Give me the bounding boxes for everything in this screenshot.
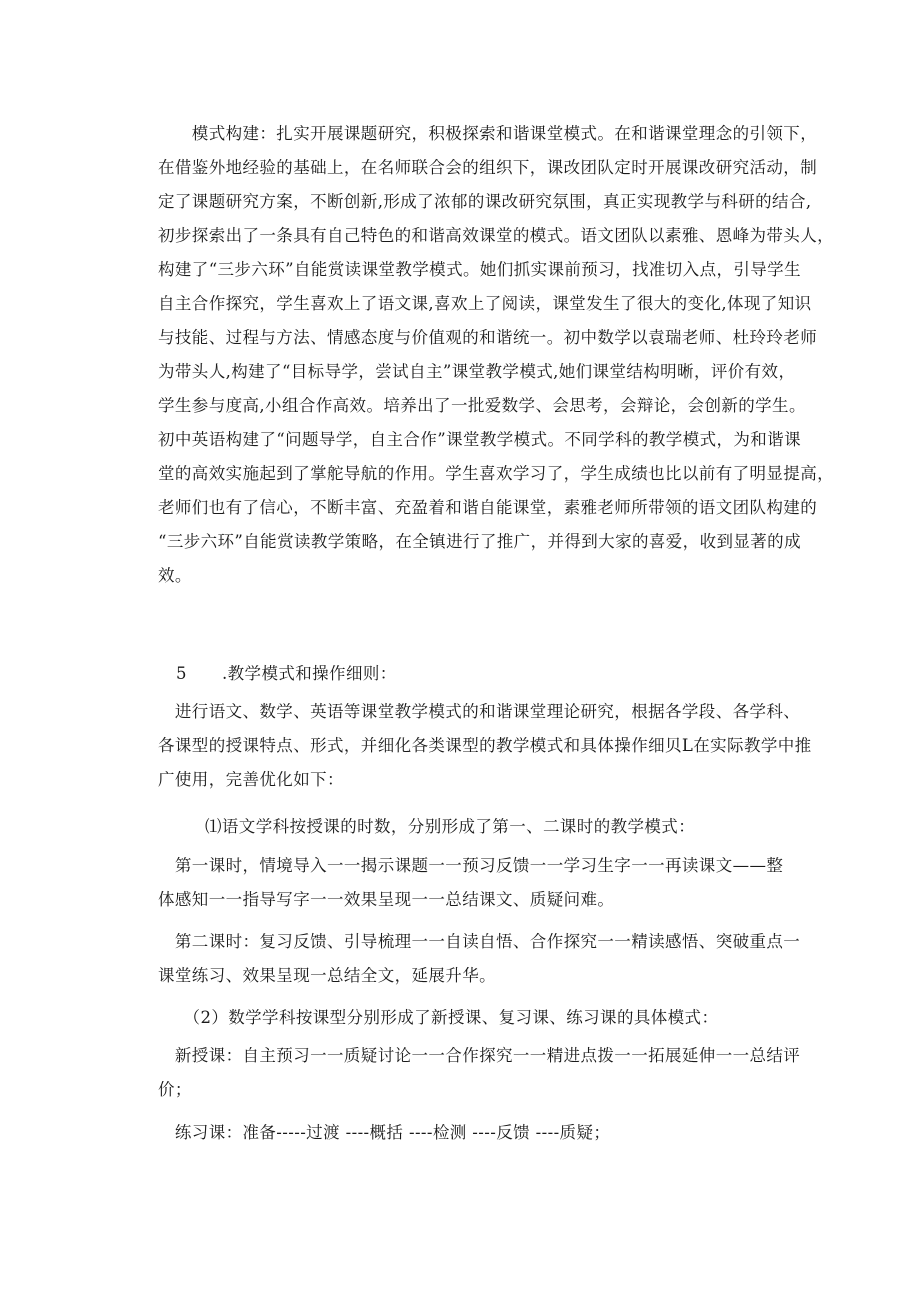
text-line: 效。 [158,566,192,585]
paragraph-math-subject [158,1001,810,1035]
text-line: （2）数学学科按课型分别形成了新授课、复习课、练习课的具体模式： [158,1008,719,1027]
text-line: 各课型的授课特点、形式，并细化各类课型的教学模式和具体操作细贝L在实际教学中推 [158,736,812,755]
text-line: 学生参与度高,小组合作高效。培养出了一批爱数学、会思考，会辩论，会创新的学生。 [158,396,806,415]
text-line: 课堂练习、效果呈现一总结全文，延展升华。 [158,966,496,985]
text-line: 构建了“三步六环”自能赏读课堂教学模式。她们抓实课前预习，找准切入点，引导学生 [158,260,801,279]
text-line: “三步六环”自能赏读教学策略，在全镇进行了推广，并得到大家的喜爱，收到显著的成 [158,532,801,551]
text-line: 练习课：准备-----过渡 ----概括 ----检测 ----反馈 ----质疑； [158,1123,611,1142]
text-line: 广使用，完善优化如下： [158,770,344,789]
text-line: 新授课：自主预习一一质疑讨论一一合作探究一一精进点拨一一拓展延伸一一总结评 [158,1046,801,1065]
text-line: 价； [158,1080,192,1099]
text-line: 为带头人,构建了“目标导学，尝试自主”课堂教学模式,她们课堂结构明晰，评价有效， [158,362,796,381]
section-heading-5 [176,657,828,691]
text-line: 在借鉴外地经验的基础上，在名师联合会的组织下，课改团队定时开展课改研究活动，制 [158,158,818,177]
paragraph-new-lesson [158,1039,810,1107]
text-line: 第一课时，情境导入一一揭示课题一一预习反馈一一学习生字一一再读课文——整 [158,856,784,875]
paragraph-practice-lesson [158,1116,810,1150]
section-number: 5 [176,664,187,683]
paragraph-chinese-subject [205,810,857,844]
paragraph-second-lesson [158,925,810,993]
paragraph-teaching-research [158,695,810,797]
text-line: 初步探索出了一条具有自己特色的和谐高效课堂的模式。语文团队以素雅、恩峰为带头人， [158,226,834,245]
text-line: 自主合作探究，学生喜欢上了语文课,喜欢上了阅读，课堂发生了很大的变化,体现了知识 [158,294,812,313]
paragraph-first-lesson [158,849,810,917]
text-line: 第二课时：复习反馈、引导梳理一一自读自悟、合作探究一一精读感悟、突破重点一 [158,932,801,951]
text-line: 与技能、过程与方法、情感态度与价值观的和谐统一。初中数学以袁瑞老师、杜玲玲老师 [158,328,818,347]
section-title: .教学模式和操作细则： [222,664,397,683]
text-line: ⑴语文学科按授课的时数，分别形成了第一、二课时的教学模式： [205,817,696,836]
text-line: 初中英语构建了“问题导学，自主合作”课堂教学模式。不同学科的教学模式，为和谐课 [158,430,801,449]
text-line: 老师们也有了信心，不断丰富、充盈着和谐自能课堂，素雅老师所带领的语文团队构建的 [158,498,818,517]
text-line: 体感知一一指导写字一一效果呈现一一总结课文、质疑问难。 [158,890,615,909]
text-line: 定了课题研究方案，不断创新,形成了浓郁的课改研究氛围，真正实现教学与科研的结合, [158,192,812,211]
text-line: 模式构建：扎实开展课题研究，积极探索和谐课堂模式。在和谐课堂理念的引领下， [158,124,818,143]
text-line: 进行语文、数学、英语等课堂教学模式的和谐课堂理论研究，根据各学段、各学科、 [158,702,801,721]
text-line: 堂的高效实施起到了掌舵导航的作用。学生喜欢学习了，学生成绩也比以前有了明显提高， [158,464,834,483]
paragraph-model-construction [158,117,834,593]
